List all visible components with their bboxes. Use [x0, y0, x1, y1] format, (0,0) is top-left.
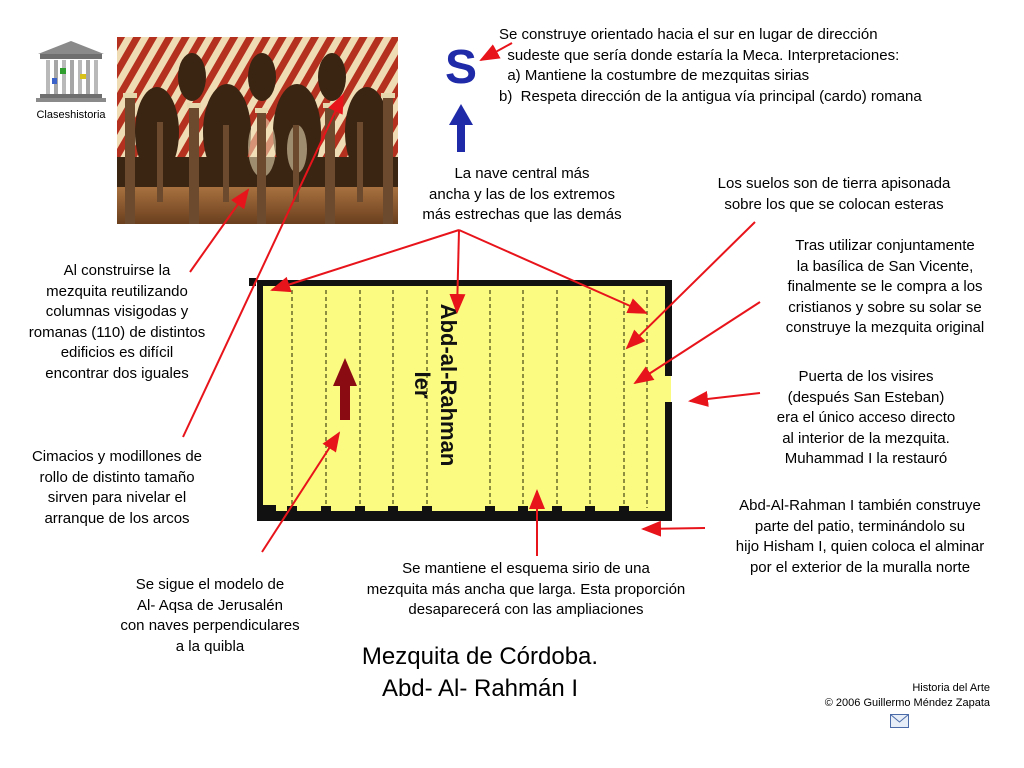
note-puerta: Puerta de los visires (después San Esteban) era el único acceso directo al interior de la mezquita. Muhammad I la restauró: [776, 368, 956, 467]
note-patio: Abd-Al-Rahman I también construye parte del patio, terminándolo su hijo Hisham I, quien coloca el alminar por el exterior de la muralla norte: [735, 497, 985, 576]
note-basilica: Tras utilizar conjuntamente la basílica de San Vicente, finalmente se le compra a los cristianos y sobre su solar se construye la mezquita original: [785, 237, 985, 336]
note-esquema: Se mantiene el esquema sirio de una mezquita más ancha que larga. Esta proporción desaparecerá con las ampliaciones: [366, 560, 686, 618]
slide-title: Mezquita de Córdoba. Abd- Al- Rahmán I: [361, 643, 599, 702]
note-suelos: Los suelos son de tierra apisonada sobre los que se colocan esteras: [717, 175, 951, 213]
note-nave: La nave central más ancha y las de los extremos más estrechas que las demás: [422, 165, 622, 223]
footer-line-2: © 2006 Guillermo Méndez Zapata: [824, 697, 990, 709]
annotation-arrows: [183, 43, 760, 556]
logo-label: Claseshistoria: [36, 109, 106, 121]
note-cimacios: Cimacios y modillones de rollo de distinto tamaño sirven para nivelar el arranque de los arcos: [31, 448, 203, 527]
note-columnas: Al construirse la mezquita reutilizando columnas visigodas y romanas (110) de distintos edificios es difícil encontrar dos iguales: [28, 262, 206, 382]
footer-line-1: Historia del Arte: [912, 682, 990, 694]
note-modelo: Se sigue el modelo de Al- Aqsa de Jerusalén con naves perpendiculares a la quibla: [120, 576, 300, 655]
plan-label: Abd-al-Rahman Ier: [410, 303, 461, 467]
note-orientation: Se construye orientado hacia el sur en lugar de dirección sudeste que sería donde estaría la Meca. Interpretaciones: a) Mantiene la costumbre de mezquitas sirias b) Respeta dirección de la antigua vía principal (cardo) romana: [499, 26, 922, 105]
south-letter: S: [444, 41, 477, 94]
